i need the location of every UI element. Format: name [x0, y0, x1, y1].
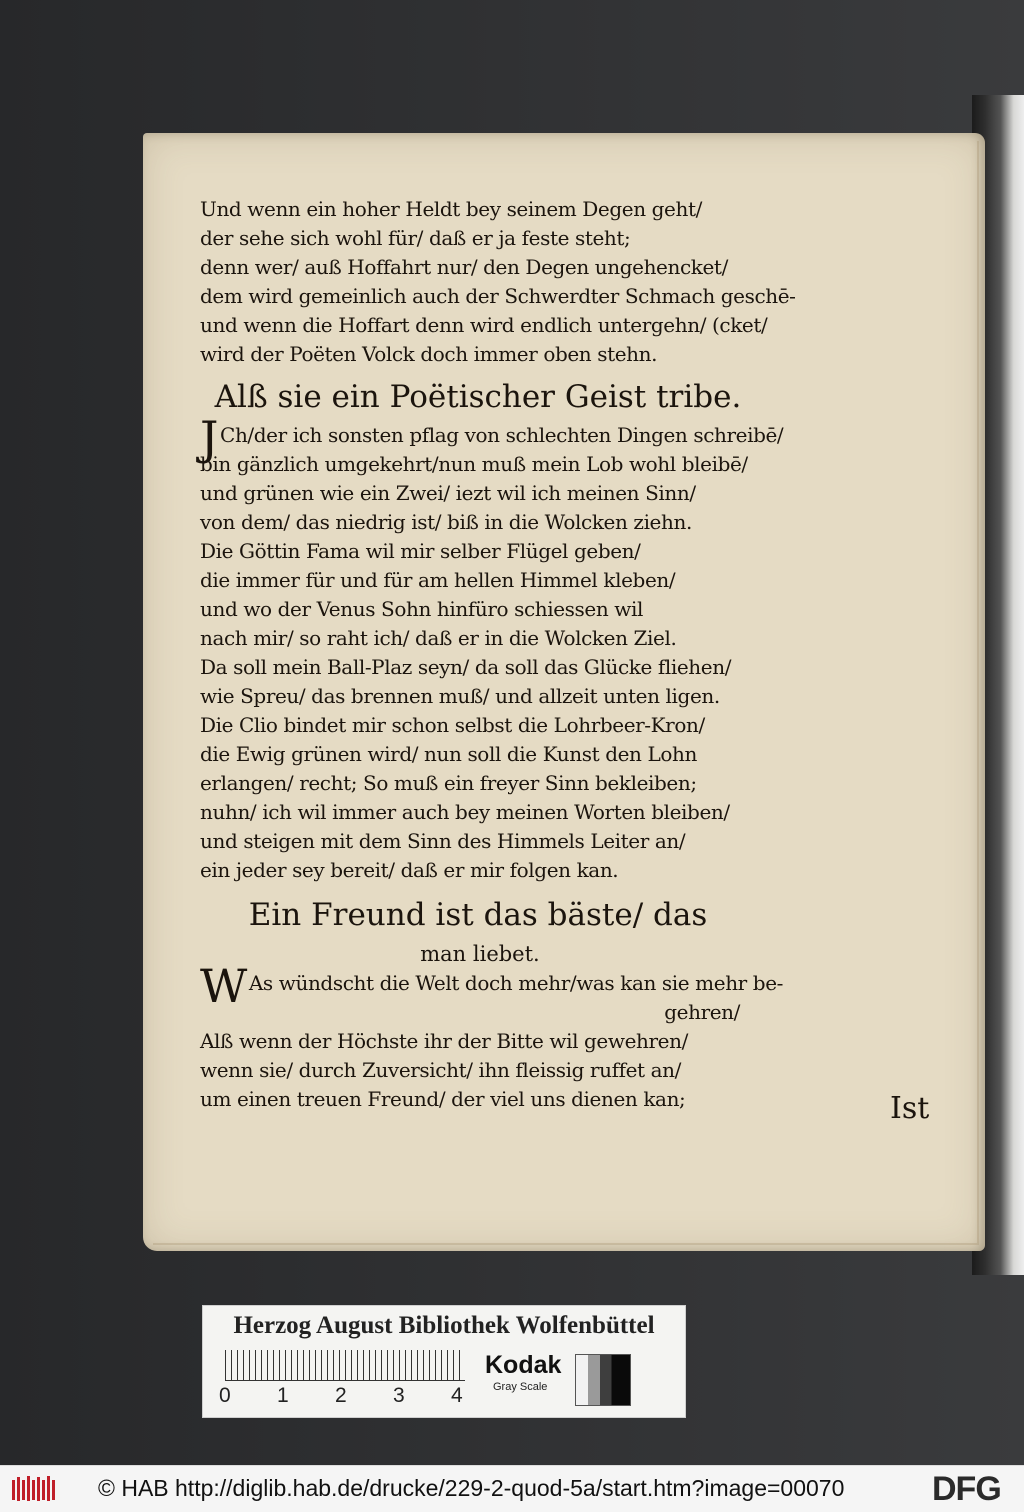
verse-line: und grünen wie ein Zwei/ iezt wil ich meinen Sinn/: [200, 481, 696, 505]
verse-line: ein jeder sey bereit/ daß er mir folgen kan.: [200, 858, 619, 882]
footer-bar: [0, 1465, 1024, 1512]
verse-line: Die Clio bindet mir schon selbst die Lohrbeer-Kron/: [200, 713, 705, 737]
verse-block-top: [200, 195, 940, 369]
verse-line: Alß wenn der Höchste ihr der Bitte wil gewehren/: [200, 1029, 688, 1053]
scale-ruler: [225, 1350, 465, 1381]
verse-line: die Ewig grünen wird/ nun soll die Kunst den Lohn: [200, 742, 697, 766]
section2-first-continuation: gehren/: [664, 1000, 740, 1024]
ruler-label: 0: [219, 1384, 231, 1407]
verse-line: der sehe sich wohl für/ daß er ja feste steht;: [200, 226, 631, 250]
hab-logo-icon: [10, 1474, 60, 1504]
verse-line: die immer für und für am hellen Himmel kleben/: [200, 568, 676, 592]
verse-line: Die Göttin Fama wil mir selber Flügel geben/: [200, 539, 641, 563]
catchword: Ist: [890, 1091, 930, 1126]
verse-line: denn wer/ auß Hoffahrt nur/ den Degen ungehencket/: [200, 255, 728, 279]
copyright-url[interactable]: © HAB http://diglib.hab.de/drucke/229-2-quod-5a/start.htm?image=00070: [98, 1475, 845, 1501]
library-name: Herzog August Bibliothek Wolfenbüttel: [233, 1312, 655, 1339]
ruler-labels: [219, 1384, 479, 1406]
ruler-label: 2: [335, 1384, 347, 1407]
verse-block-section2: [200, 1027, 940, 1114]
verse-line: um einen treuen Freund/ der viel uns dienen kan;: [200, 1087, 686, 1111]
verse-line: und wo der Venus Sohn hinfüro schiessen wil: [200, 597, 643, 621]
verse-line: und wenn die Hoffart denn wird endlich untergehn/ (cket/: [200, 313, 768, 337]
verse-line: wie Spreu/ das brennen muß/ und allzeit unten ligen.: [200, 684, 720, 708]
section2-first-text: As wündscht die Welt doch mehr/was kan sie mehr be-: [248, 971, 783, 995]
gray-scale-label: Gray Scale: [493, 1381, 548, 1393]
drop-cap-j: J: [200, 411, 219, 465]
verse-line: nach mir/ so raht ich/ daß er in die Wolcken Ziel.: [200, 626, 677, 650]
verse-line: erlangen/ recht; So muß ein freyer Sinn bekleiben;: [200, 771, 697, 795]
verse-line: nuhn/ ich wil immer auch bey meinen Worten bleiben/: [200, 800, 730, 824]
kodak-logo: Kodak: [485, 1351, 562, 1379]
verse-line: bin gänzlich umgekehrt/nun muß mein Lob wohl bleibē/: [200, 452, 748, 476]
verse-line: wenn sie/ durch Zuversicht/ ihn fleissig ruffet an/: [200, 1058, 681, 1082]
heading-poetic-spirit: Alß sie ein Poëtischer Geist tribe.: [214, 379, 742, 415]
drop-cap-w: W: [200, 959, 247, 1013]
verse-line: von dem/ das niedrig ist/ biß in die Wolcken ziehn.: [200, 510, 692, 534]
calibration-card: [202, 1305, 686, 1418]
section1-first-text: Ch/der ich sonsten pflag von schlechten Dingen schreibē/: [220, 423, 784, 447]
ruler-label: 1: [277, 1384, 289, 1407]
verse-block-section1: [200, 450, 940, 885]
heading-friend: Ein Freund ist das bäste/ das: [248, 897, 708, 933]
verse-line: Und wenn ein hoher Heldt bey seinem Degen geht/: [200, 197, 702, 221]
heading-friend-sub: man liebet.: [420, 942, 540, 966]
verse-line: Da soll mein Ball-Plaz seyn/ da soll das Glücke fliehen/: [200, 655, 732, 679]
verse-line: dem wird gemeinlich auch der Schwerdter Schmach geschē-: [200, 284, 796, 308]
gray-scale-swatch: [575, 1354, 631, 1406]
ruler-label: 4: [451, 1384, 463, 1407]
dfg-logo: DFG: [932, 1470, 1001, 1508]
ruler-label: 3: [393, 1384, 405, 1407]
verse-line: und steigen mit dem Sinn des Himmels Leiter an/: [200, 829, 686, 853]
verse-line: wird der Poëten Volck doch immer oben stehn.: [200, 342, 658, 366]
page-text: [200, 195, 940, 1114]
